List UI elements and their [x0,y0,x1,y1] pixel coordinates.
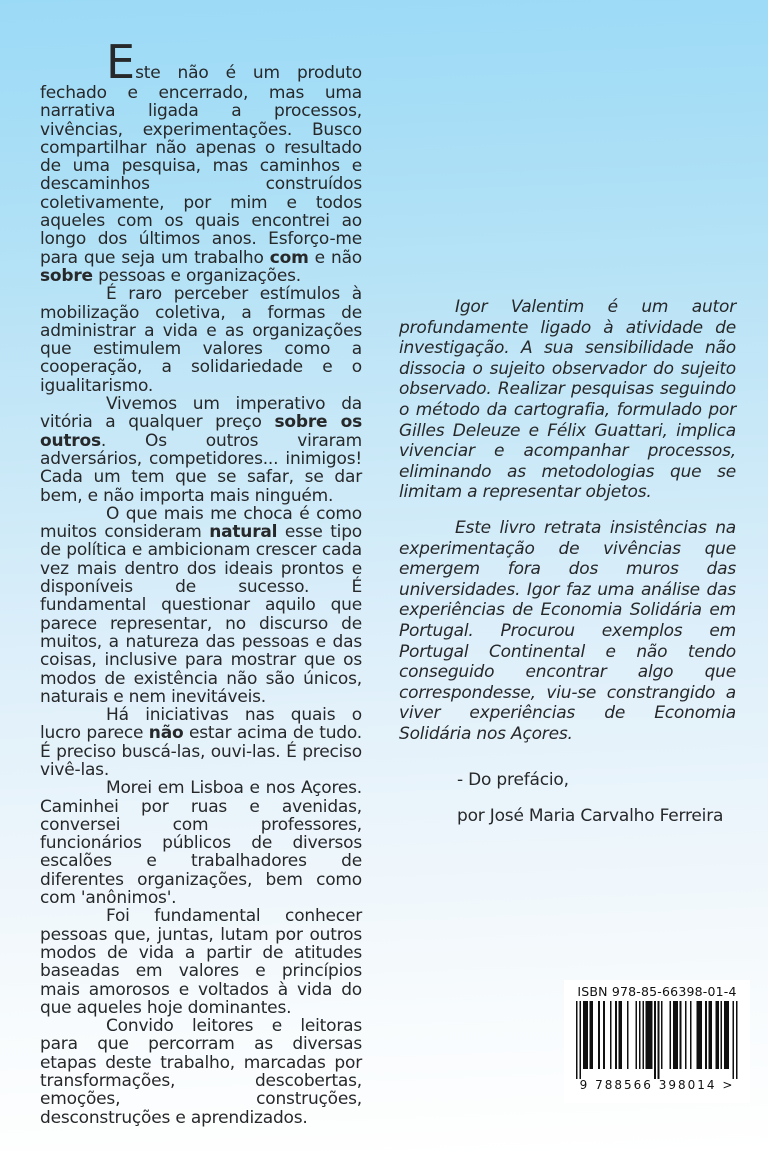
blurb-paragraph-1: Este não é um produto fechado e encerrado, mas uma narrativa ligada a processos, vivências, experimentações. Busco compartilhar não apenas o resultado de uma pesquisa, mas caminhos e descaminhos construídos coletivamente, por mim e todos aqueles com os quais encontrei ao longo dos últimos anos. Esforço-me para que seja um trabalho com e não sobre pessoas e organizações. [40,35,362,286]
blurb-paragraph-8: Convido leitores e leitoras para que percorram as diversas etapas deste trabalho, marcadas por transformações, descobertas, emoções, construções, desconstruções e aprendizados. [40,1016,362,1128]
drop-cap-letter: E [106,35,136,89]
blurb-paragraph-4: O que mais me choca é como muitos consideram natural esse tipo de política e ambicionam crescer cada vez mais dentro dos ideais prontos e disponíveis de sucesso. É fundamental questionar aquilo que parece representar, no discurso de muitos, a natureza das pessoas e das coisas, inclusive para mostrar que os modos de existência não são únicos, naturais e nem inevitáveis. [40,503,362,707]
blurb-paragraph-2: É raro perceber estímulos à mobilização coletiva, a formas de administrar a vida e as organizações que estimulem valores como a cooperação, a solidariedade e o igualitarismo. [40,284,362,396]
book-summary-paragraph: Este livro retrata insistências na experimentação de vivências que emergem fora dos muros das universidades. Igor faz uma análise das experiências de Economia Solidária em Portugal. Procurou exemplos em Portugal Continental e não tendo conseguido encontrar algo que correspondesse, viu-se constrangido a viver experiências de Economia Solidária nos Açores. [399,517,736,744]
preface-attribution: - Do prefácio, [457,770,569,791]
author-bio-paragraph: Igor Valentim é um autor profundamente ligado à atividade de investigação. A sua sensibilidade não dissocia o sujeito observador do sujeito observado. Realizar pesquisas seguindo o método da cartografia, formulado por Gilles Deleuze e Félix Guattari, implica vivenciar e acompanhar processos, eliminando as metodologias que se limitam a representar objetos. [399,297,736,503]
back-cover-blurb [40,35,362,1128]
blurb-paragraph-5: Há iniciativas nas quais o lucro parece não estar acima de tudo. É preciso buscá-las, ouvi-las. É preciso vivê-las. [40,705,362,780]
preface-excerpt-column [399,297,736,827]
author-bio-and-summary [399,297,736,744]
blurb-paragraph-3: Vivemos um imperativo da vitória a qualquer preço sobre os outros. Os outros viraram adversários, competidores... inimigos! Cada um tem que se safar, se dar bem, e não importa mais ninguém. [40,394,362,506]
blurb-paragraph-7: Foi fundamental conhecer pessoas que, juntas, lutam por outros modos de vida a partir de atitudes baseadas em valores e princípios mais amorosos e voltados à vida do que aqueles hoje dominantes. [40,906,362,1018]
isbn-number: ISBN 978-85-66398-01-4 [577,984,737,999]
isbn-barcode-block [564,980,750,1103]
ean13-barcode [576,1001,738,1079]
preface-author-name: por José Maria Carvalho Ferreira [457,806,724,827]
barcode-digits: 9 788566 398014 > [579,1078,735,1092]
blurb-paragraph-6: Morei em Lisboa e nos Açores. Caminhei por ruas e avenidas, conversei com professores, funcionários públicos de diversos escalões e trabalhadores de diferentes organizações, bem como com 'anônimos'. [40,778,362,909]
